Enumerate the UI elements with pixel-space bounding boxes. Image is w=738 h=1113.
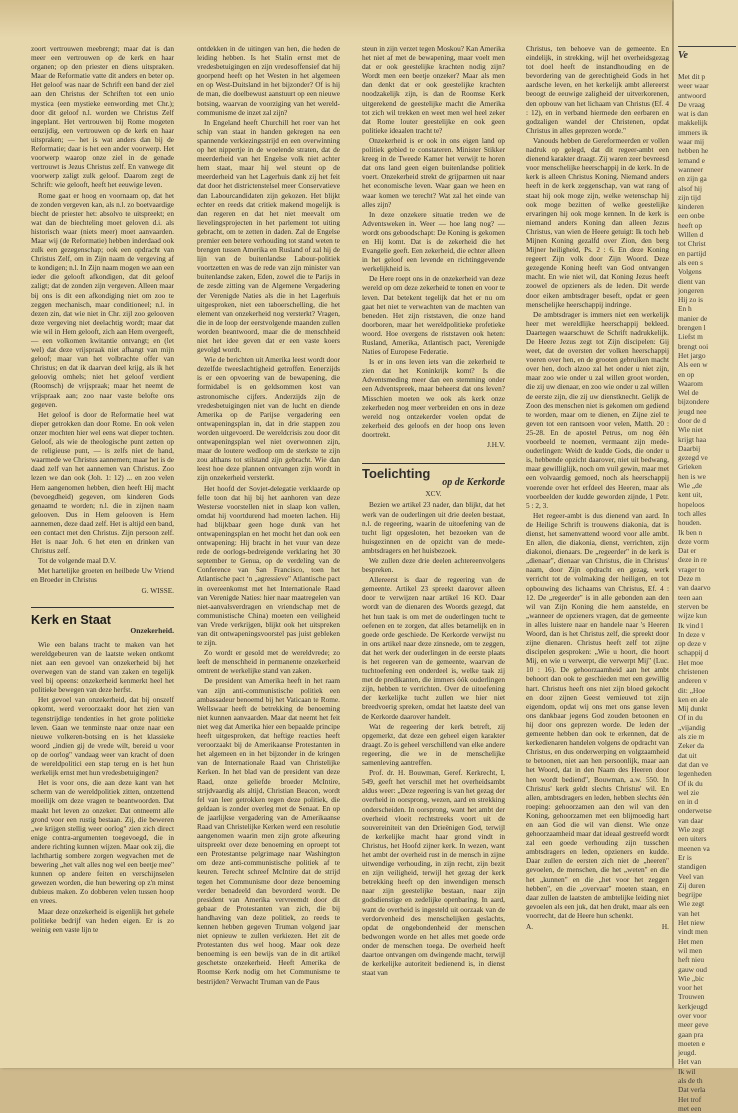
adjacent-page-line: zijn tijd xyxy=(678,192,701,202)
adjacent-page-line: „vijandig xyxy=(678,722,706,732)
adjacent-page-line: In deze v xyxy=(678,629,706,639)
adjacent-page-line: dat uit xyxy=(678,750,697,760)
adjacent-page-line: Volgens xyxy=(678,267,702,277)
paragraph: zoort vertrouwen meebrengt; maar dat is dan meer een vertrouwen op de kerk en haar organen; op den priester en diens uitspraken. Maar de Reformatie vatte dit anders en beter op. Het geloof was naar de Schrift een band der ziel aan den Christus der Schriften tot een unio mystica (een mystieke eenwording met Chr.); door dit geloof n.l. worden we Christus Zelf ingeplant. Het vertrouwen bij Rome mogeten eenzijdig, een vertrouwen op de kerk en haar uitspraken; — het is wat anders dan bij de Reformatie; daar is het een ander voorwerp. Het voorwerp waarop onze ziel in de genade vertrouwt is Jezus Christus zelf. En vanwege dit voorwerp zaligt zulk geloof. Daarom zegt de Schrift: wie gelooft, heeft het eeuwige leven. xyxy=(31,44,174,190)
paragraph: Het geloof is door de Reformatie heel wat dieper getrokken dan door Rome. En ook velen onzer mochten hier wel eens wat dieper tochten. Geloof, als wie de theologische punt zetten op de religieuse punt, — is zelfs niet de hand, waarmede we Christus aannemen; maar het is de daad zelf van het aannemen van Christus. Zoo lezen we dan ook (Joh. 1: 12) ... en zoo velen Hem aangenomen hebben, dien heeft Hij macht (bevoegdheid) gegeven, om kinderen Gods genaamd te worden; n.l. die in zijnen naam gelooven. Dus in Hem gelooven is Hem aannemen, deze daad zelf. Het is altijd een band, een contact met den Christus. Zijn persoon zelf. Het is naar Joh. 6 het eten en drinken van Christus zelf. xyxy=(31,409,174,556)
adjacent-page-line: christenen xyxy=(678,667,709,676)
adjacent-page-line: Veel van xyxy=(678,871,704,881)
adjacent-page-line: en op xyxy=(678,369,695,379)
column-3 xyxy=(362,44,505,1044)
adjacent-page-line: Grieken xyxy=(678,462,702,472)
adjacent-page-line: Ik ben n xyxy=(678,527,703,537)
paragraph: Wie een balans tracht te maken van het wereldgebeuren van de laatste weken ontkomt niet aan een gevoel van onzekerheid bij het overwegen van de stand van zaken en tegelijk veel bij opeens: onzekerheid kenmerkt heel het politieke bewegen van deze herfst. xyxy=(31,639,174,695)
adjacent-page-line: met een xyxy=(678,1103,702,1113)
adjacent-page-line: vrager to xyxy=(678,564,705,574)
paragraph: Zo wordt er gesold met de wereldvrede; zo leeft de menschheid in permanente onzekerheid omtrent de werkelijke stand van zaken. xyxy=(197,648,340,676)
adjacent-page-line: dat dan ve xyxy=(678,759,709,769)
section-title-kerk-en-staat: Kerk en Staat xyxy=(31,607,174,625)
adjacent-page-line: Het jargo xyxy=(678,350,706,360)
paragraph: Bezien we artikel 23 nader, dan blijkt, dat het werk van de ouderlingen uit drie deelen bestaat, n.l. de regeering, waarin de uitoefening van de tucht ligt opgesloten, het bezoeken van de huisgezinnen en de opzicht van de mede-ambtsdragers en het huisbezoek. xyxy=(362,500,505,555)
adjacent-page-line: Ik wil xyxy=(678,1066,696,1076)
adjacent-page-line: Wie niet xyxy=(678,425,703,435)
adjacent-page-line: van daarvo xyxy=(678,583,711,593)
paragraph: Allereerst is daar de regeering van de gemeente. Artikel 23 spreekt daarover alleen door te verwijzen naar artikel 16 KO. Daar wordt van de dienaren des Woords gezegd, dat het hun taak is om met de ouderlingen tucht te oefenen en te zorgen, dat alles betamelijk en in goede orde geschiede. De Kerkorde verwijst nu in ons artikel naar deze zinsnede, om te zeggen, dat het werk der ouderlingen in de eerste plaats is het regeeren van de gemeente, waarvan de tuchtoefening een onderdeel is, welke taak zij met de predikanten, die immers óók ouderlingen zijn, hebben te verrichten. Over de uitoefening der kerkelijke tucht zullen we hier niet breedvoerig spreken, omdat het laatste deel van de Kerkorde daarover handelt. xyxy=(362,575,505,721)
column-2 xyxy=(197,44,340,1044)
adjacent-page-line: Het niew xyxy=(678,918,705,928)
adjacent-page-line: een onbe xyxy=(678,211,705,221)
adjacent-page-line: wijze kun xyxy=(678,611,707,621)
paragraph: De president van Amerika heeft in het raam van zijn anti-communistische politiek een ambassadeur benoemd bij het Vaticaan te Rome. Wellswaar heeft de betrekking de benoeming niet kunnen aanvaarden. Maar dat neemt het feit niet weg dat Amerika hier een bepaalde principe heeft uitgesproken, dat heftige reacties heeft veroorzaakt bij de Amerikaanse Protestanten in het algemeen en in het bijzonder in de kringen van de Internationale Raad van Christelijke Kerken. In het blad van de president van deze Raad, onze geliefde broeder McIntire, strijdvaardig als altijd, Christian Beacon, wordt fel van leer getrokken tegen deze politiek, die geldaan is zonder overleg met de Senaat. En op de jaarlijkse vergadering van de Amerikaanse Raad van Christelijke Kerken werd een resolutie aangenomen waarin men zijn grote afkeuring uitspreekt over deze benoeming en oproept tot een Protestantse pelgrimage naar Washington om deze anti-communistische politiek af te keuren. Terecht schreef McIntire dat de strijd tegen het Communisme door deze benoeming verder benadeeld dan bevorderd wordt. De president van Amerika vervreemdt door dit gebaar de Protestanten van zich, die bij handhaving van deze politiek, zo reeds te kennen hebben gegeven Truman volgend jaar niet opnieuw te zullen verkiezen. Het zit de Protestanten dus wel hoog. Maar ook deze benoeming is een bewijs van de in dit artikel geschetste onzekerheid. Heeft Amerika de Roomse Kerk nodig om het Communisme te bestrijden? Verwacht Truman van de Paus xyxy=(197,676,340,986)
adjacent-page-line: houden. xyxy=(678,518,702,528)
adjacent-page-line: Dat er xyxy=(678,546,697,556)
adjacent-page-line: manier de xyxy=(678,313,708,323)
adjacent-page-line: dient van xyxy=(678,276,706,286)
adjacent-page-line: En h xyxy=(678,304,692,314)
adjacent-page-line: anderen v xyxy=(678,676,707,686)
adjacent-page-line: Met dit p xyxy=(678,72,706,81)
adjacent-page-line: Als een w xyxy=(678,360,708,370)
adjacent-page-line: door de d xyxy=(678,415,706,425)
adjacent-page-line: dit: „Hoe xyxy=(678,685,706,695)
paragraph: Het hoofd der Sovjet-delegatie verklaarde op felle toon dat hij bij het aanhoren van deze Westerse voorstellen niet in slaap kon vallen, omdat hij voortdurend had moeten lachen. Hij had blijkbaar geen hoge dunk van het ontwapeningsplan en het mocht het dan ook een ontwapening: Hij bracht in het vuur van deze rede de oorlogs-bedreigende verklaring het 30 september te Genua, op de verdeling van de Conference van San Francisco, toen het Atlantische pact ‘n „agressieve" Atlantische pact in overeenkomst met het Internationale Raad van Verenigde Naties: hier naar maatregelen van niet-aanvalsverdragen en vriendschap met de communistische China) moeten een veiligheid van Vrede verkrijgen, blijkt ook het uitspreken van dit ontwapeningsvoorstel pas juist gebleken te zijn. xyxy=(197,483,340,648)
adjacent-page-line: jeugd. xyxy=(678,1048,697,1058)
paragraph: Het is voor ons, die aan deze kant van het scherm van de wereldpolitiek zitten, ontzettend moeilijk om deze vragen te beantwoorden. Dat maakt het leven zo onzeker. Dat ontneemt alle grond voor een rustig bestaan. Zij, die beweren „we krijgen stellig weer oorlog" zien zich direct enige contra-argumenten toegevoegd, die in andere richting kunnen wijzen. Maar ook zij, die lachthartig sombere zorgen wegvachen met de bewering „het valt alles nog wel een beetje mee" kunnen op andere feiten en verschijnselen gewezen worden, die hun bewering op z'n minst dubieus maken. Zo dobberen velen tussen hoop en vrees. xyxy=(31,778,174,906)
adjacent-page-line: Hij zo is xyxy=(678,295,704,305)
adjacent-page-line: hebben he xyxy=(678,146,709,156)
paragraph: In Engeland heeft Churchill het roer van het schip van staat in handen gekregen na een spannende verkiezingsstrijd en een overwinning op het nippertje in de woelende straten, dat de meerderheid van het Engelse volk niet achter hem staat, maar hij wel steunt op de meerderheid van het Lagerhuis dank zij het feit dat door het districtenstelsel meer Conservatieve dan Labourcandidaten zijn gekozen. Het blijkt echter en reeds dat critiek makend mogelijk is dan regeren en dat het niet meevalt om lievelingsprojecten in het parlement tot uiting gebracht, om te zetten in daden. Zal de Engelse premier een betere verhouding tot stand weten te brengen tussen Amerika en Rusland of zal hij de lijn van de buitenlandse Labour-politiek voortzetten en was de rede van zijn minister van buitenlandse zaken, Eden, zowel die te Parijs in de zesde zitting van de Algemene Vergadering der Verenigde Naties als die in het Lagerhuis uitgesproken, niet een taboerschelling, die het element van onzekerheid nog versterkt? Vragen, die in de loop der eerstvolgende maanden zullen worden beantwoord, maar die de menschheid niet het idee geven dat er een vaste koers gevolgd wordt. xyxy=(197,117,340,355)
signature-initial-a: A. xyxy=(526,922,534,931)
paragraph: Wat de regeering der kerk betreft, zij opgemerkt, dat deze een geheel eigen karakter draagt. Zo is geheel verschillend van elke andere regeering, die we in de menschelijke samenleving aantreffen. xyxy=(362,721,505,768)
adjacent-page-line: De vraag xyxy=(678,99,705,109)
adjacent-page-line: jeugd nee xyxy=(678,406,707,416)
section-number: XCV. xyxy=(425,489,442,499)
adjacent-page-line: Het trof xyxy=(678,1094,702,1104)
adjacent-page-line: heft nieu xyxy=(678,955,705,965)
adjacent-page-line: legenheden xyxy=(678,769,712,779)
paragraph: Vanouds hebben de Gereformeerden er vollen nadruk op gelegd, dat dit regeer-ambt een dienend karakter draagt. Zij waren zeer bevreesd voor menschelijke heerschappij in de kerk. In de kerk is alleen Christus Koning. Niemand anders heeft in de kerk zeggenschap, van wat rang of staat hij ook moge zijn, welke wetenschap hij ook moge bezitten of welke geestelijke ervaringen hij ook moge kennen. In de kerk is niemand anders Koning dan alleen Jezus Christus, van wien de Heere getuigt: Ik toch heb Mijnen Koning gezalfd over Zion, den berg Mijner heiligheid, Ps. 2 : 6. En deze Koning regeert Zijn volk door Zijn Woord. Deze gezegende Koning heeft van God ontvangen macht. En wie niet wil, dat Koning Jezus heeft zoowel de opzieners als de leden. Dit werde door eiken ambtsdrager beseft, opdat er geen menschelijke heerschappij indringe. xyxy=(526,135,669,309)
adjacent-page-line: meer geve xyxy=(678,1020,709,1030)
adjacent-page-line: alsof hij xyxy=(678,183,703,193)
adjacent-page-line: wel zie xyxy=(678,787,700,797)
adjacent-page-line: Liefst m xyxy=(678,332,703,342)
adjacent-page-line: immers ik xyxy=(678,127,708,137)
paragraph: steun in zijn verzet tegen Moskou? Kan Amerika het niet af met de bewapening, maar voelt men dat er ook geestelijke krachten nodig zijn? Wordt men een beetje onzeker? Maar als men dan denkt dat er ook geestelijke krachten noodzakelijk zijn, is dan de Roomse Kerk uitgerekend de geestelijke macht die Amerika tot zich wil trekken en weet men wel heel zeker dat Rome louter geestelijke en ook geen politieke ideaalen tracht te? xyxy=(362,44,505,135)
adjacent-page-line: Wie „bic xyxy=(678,973,705,983)
adjacent-page-line: begrijpe xyxy=(678,890,703,900)
paragraph: We zullen deze drie deelen achtereenvolgens bespreken. xyxy=(362,555,505,575)
paragraph: Christus, ten behoeve van de gemeente. En eindelijk, in strekking, wijl het overheidsgezag tot doel heeft de instandhouding en de bevordering van de gerechtigheid Gods in het aardsche leven, en het kerkelijk ambt allereerst beoogt de eeuwige zaligheid der uitverkorenen, den opbouw van het lichaam van Christus (Ef. 4 : 12), en in verband hiermede den eerbaren en godzaligen wandel der Christenen, opdat Christus in alles geprezen worde." xyxy=(526,44,669,135)
adjacent-page-line: lemand e xyxy=(678,155,705,165)
adjacent-page-line: Wel de xyxy=(678,388,699,398)
adjacent-page-line: Er is xyxy=(678,852,692,862)
adjacent-page-line: op deze v xyxy=(678,639,707,649)
adjacent-page-line: krijgt haa xyxy=(678,434,707,444)
adjacent-page-line: Of in du xyxy=(678,713,703,723)
adjacent-page-line: meenen va xyxy=(678,843,710,853)
adjacent-page-line: Mij dunkt xyxy=(678,704,708,714)
adjacent-page-line: Waarom xyxy=(678,378,703,388)
adjacent-page-line: deze in re xyxy=(678,555,707,565)
adjacent-page-line: Deze m xyxy=(678,574,701,584)
paragraph: Tot de volgende maal D.V. xyxy=(38,556,116,566)
adjacent-page-line: en zijn ga xyxy=(678,174,707,184)
adjacent-page-line: onderwetse xyxy=(678,806,712,816)
paragraph: Het gevoel van onzekerheid, dat bij onszelf opkomt, werd veroorzaakt door het zien van tegenstrijdige tendenties in het grote politieke leven. Gaan we tenminste naar onze naar een nieuwe volkeren-botsing en is het klassieke woord „indien gij de vrede wilt, bereid u voor op de oorlog" vandaag weer van kracht of doen de wereldpolitici een stap terug en is het hun werkelijk ernst met hun vredesbetuigingen? xyxy=(31,695,174,778)
adjacent-page-line: Zij duren xyxy=(678,880,706,890)
adjacent-page-line: van daar xyxy=(678,815,704,825)
adjacent-page-line: Wie „de xyxy=(678,481,703,491)
column-1 xyxy=(31,44,174,1044)
signature-row xyxy=(526,922,669,931)
adjacent-page-line: kinderen xyxy=(678,202,704,212)
adjacent-page-line: tot Christ xyxy=(678,239,706,249)
column-4 xyxy=(526,44,669,1044)
paragraph: De Here roept ons in de onzekerheid van deze wereld op om deze zekerheid te tonen en voor te leven. Dat betekent tegelijk dat het er nu om gaat het niet te verwachten van de machten van beneden. Het zijn riststaven, die onze hand doorboren, maar het wereldpolitieke profetieke woord. Hoe overgens de riststaven ook heten: Rusland, Amerika, Atlantisch pact, Verenigde Naties of Europese Federatie. xyxy=(362,274,505,357)
adjacent-page-line: brengen l xyxy=(678,323,706,333)
adjacent-page-line: Zeker da xyxy=(678,741,705,751)
adjacent-page-line: wil men xyxy=(678,945,703,955)
adjacent-page-line: Het men xyxy=(678,936,704,946)
adjacent-page-line: teen aan xyxy=(678,592,703,602)
adjacent-page-edge xyxy=(674,0,738,1113)
section-subtitle-kerkorde: op de Kerkorde xyxy=(442,477,505,489)
adjacent-page-line: Ik vind l xyxy=(678,620,704,630)
adjacent-page-line: weer waar xyxy=(678,81,709,91)
section-divider xyxy=(362,463,505,464)
adjacent-page-line: Dat verla xyxy=(678,1085,706,1095)
adjacent-page-line: Willen d xyxy=(678,230,704,240)
adjacent-page-line: Het van xyxy=(678,1057,702,1067)
adjacent-page-line: ken en ale xyxy=(678,694,708,704)
adjacent-page-line: sterven be xyxy=(678,601,709,611)
adjacent-page-line: wat is dan xyxy=(678,109,708,119)
adjacent-page-line: van het xyxy=(678,908,700,918)
adjacent-page-line: brengt ooi xyxy=(678,341,709,351)
adjacent-page-line: vindt men xyxy=(678,927,708,937)
paragraph: Rome gaat er hoog en voornaam op, dat het de zonden vergeven kan, als n.l. zo boetvaardige biecht de priester het: absolvo te uitspreekt; en wat dan de biechteling moet geloven d.i. als historisch waar (niets meer) moet aanvaarden. Maar wij (de Reformatie) hebben inderdaad ook zulk een gezegenschap; ook een opdracht van Christus Zelf, om in Zijn naam de vergeving af te kondigen; n.l. In Zijn naam mogen we aan een ieder die gelooft afkondigen, dat dit geloof zaligt; dat de zonden zijn vergeven. Alleen maar bij ons is dit een afkondiging niet om zoo te zeggen mechanisch, maar conditioneel; n.l. in dezen zin, dat wie niet in Chr. zijl zoo gelooven deze vergeving niet deelachtig wordt; maar dat wie wil in Hem gelooft, zich aan Hem overgeeft, — een volkomen kwitantie ontvangt; en (let wel) dat deze vrijspraak niet afhangt van mijn geloof; maar van het volbrachte offer van Christus; en dat ik daarvan deel krijg, als ik het geloovig omhels; niet het geloof verdient (Roomsch) de vrijspraak; maar het neemt de vrijspraak aan; zoo naar vaste belofte ons gegeven. xyxy=(31,190,174,409)
adjacent-page-line: antwoord xyxy=(678,90,706,100)
adjacent-page-line: gaan pra xyxy=(678,1029,704,1039)
adjacent-page-line: kerkjeugd xyxy=(678,1001,708,1011)
adjacent-page-line: deze vorm xyxy=(678,536,709,546)
paragraph: De ambtsdrager is immers niet een werkelijk heer met wereldlijke heerschappij bekleed. Daartegen waarschuwt de Schrift nadrukkelijk. De Heere Jezus zegt tot Zijn discipelen: Gij weet, dat de oversten der volken heerschappij voeren over hen, en de grooten gebruiken macht over hen, doch alzoo zal het onder u niet zijn, maar zoo wie onder u zal willen groot worden, die zij uw dienaar, en zoo wie onder u zal willen de eerste zijn, die zij uw dienstknecht. Gelijk de Zoon des menschen niet is gekomen om gediend te worden, maar om te dienen, en Zijne ziel te geven tot een rantsoen voor velen, Matth. 20 : 25-28. En de apostel Petrus, om nog één voorbeeld te noemen, vermaant zijn mede-ouderlingen: Weidt de kudde Gods, die onder u is, hebbende opzicht daarover, niet uit bedwang, maar gewilliglijk, noch om vuil gewin, maar met een volvaardig gemoed, noch als heerschappij voerende over het erfdeel des Heeren, maar als voorbeelden der kudde geworden zijnde, 1 Petr. 5 : 2, 3. xyxy=(526,309,669,510)
adjacent-page-line: bijzondere xyxy=(678,397,710,407)
adjacent-page-line: voor het xyxy=(678,983,703,993)
adjacent-page-text xyxy=(678,72,738,1113)
adjacent-page-line: moeten e xyxy=(678,1038,705,1048)
adjacent-page-line: en partijd xyxy=(678,248,707,258)
adjacent-page-line: als de th xyxy=(678,1076,703,1086)
adjacent-page-line: Wie zegt xyxy=(678,899,705,909)
adjacent-page-line: Wie zegt xyxy=(678,825,705,835)
adjacent-page-line: Het moe xyxy=(678,657,704,667)
adjacent-page-line: Of ik du xyxy=(678,778,703,788)
paragraph: Prof. dr. H. Bouwman, Geref. Kerkrecht, I, 549, geeft het verschil met het overheidsambt aldus weer: „Deze regeering is van het gezag der overheid in oorsprong, wezen, aard en strekking onderscheiden. In oorsprong, want het ambt der overheid vloeit rechtstreeks voort uit de souvereiniteit van den Drieënigen God, terwijl de kerkelijke macht haar grond vindt in Christus, het Hoofd zijner kerk. In wezen, want het ambt der overheid rust in de mensch in zijne uitwendige verhouding, in zijn recht, zijn bezit en zijn veiligheid, terwijl het gezag der kerk betrekking heeft op den inwendigen mensch naar zijn geestelijke bestaan, naar zijn godsdienstige en zedelijke openbaring. In aard, want de overheid is ingesteld uit oorzaak van de verdorvenheid des menschelijken geslachts, opdat de ongebondenheid der menschen bedwongen worde en het alles met goede orde onder de menschen toega. De overheid heeft daartoe ontvangen om dwingende macht, terwijl de kerkelijke autoriteit bedienend is, in dienst staat van xyxy=(362,768,505,978)
adjacent-page-line: makkelijk xyxy=(678,118,708,128)
adjacent-page-line: heeft op xyxy=(678,220,703,230)
adjacent-page-line: gauw oud xyxy=(678,964,707,974)
adjacent-page-line: hopeloos xyxy=(678,499,705,509)
adjacent-page-line: over voor xyxy=(678,1010,707,1020)
adjacent-page-line: als een s xyxy=(678,257,704,267)
adjacent-page-line: hen is we xyxy=(678,471,706,481)
signature-jhv: J.H.V. xyxy=(487,440,505,450)
adjacent-page-line: waar mij xyxy=(678,137,705,147)
paragraph: In deze onzekere situatie treden we de Adventsweken in. Weer — hoe lang nog? — wordt ons geboodschapt: De Koning is gekomen en Hij komt. Dat is de zekerheid die het Evangelie geeft. Een zekerheid, die echter alleen in het geloof een levende en richtinggevende werkelijkheid is. xyxy=(362,209,505,274)
adjacent-page-line: jongeren xyxy=(678,285,704,295)
adjacent-page-line: schappij d xyxy=(678,648,709,658)
paragraph: Wie de berichten uit Amerika leest wordt door dezelfde tweeslachtigheid getroffen. Eenerzijds is er een opvoering van de bewapening, die formidabel is en geldsommen kost van astronomische cijfers. Anderzijds zijn de vredesbetuigingen niet van de lucht en diende Amerika op de Parijse vergadering een ontwapeningsplan in, dat in drie stappen zou worden uitgevoerd. De wereldcrisis zou door dit ontwapeningsplan wel niet overwonnen zijn, maar de loutere wedloop om de sterkste te zijn zou althans tot stilstand zijn gebracht. Wie dan leest hoe deze plannen ontvangen zijn wordt in zijn onzekerheid versterkt. xyxy=(197,355,340,483)
signature-wisse: G. WISSE. xyxy=(141,585,174,595)
paragraph: Onzekerheid is er ook in ons eigen land op politiek gebied te constateren. Minister Stikker kreeg in de Tweede Kamer het verwijt te horen dat ons land geen eigen buitenlandse politiek voert. Onzekerheid strekt de grijparmen uit naar het economische leven. Waar gaan we heen en waar komen we terecht? Wat zal het einde van alles zijn? xyxy=(362,135,505,209)
paragraph: Het regeer-ambt is dus dienend van aard. In de Heilige Schrift is trouwens diakonia, dat is dienst, het samenvattend woord voor alle ambt. En allen, die diakonia, dienst, verrichten, zijn diakonoi, dienaars. De „regeerder" in de kerk is „dienaar", dienaar van Christus, die in Christus' naam, door Zijn opdracht en gezag, werk verricht tot de volmaking der heiligen, en tot opbouwing des lichaams van Christus, Ef. 4 : 12. De „regeerder" is in alle gebonden aan den wil van Zijn Koning die hem aanstelde, en „wanneer de opzieners vragen, dat de gemeente in alles luistere naar en handele naar 's Heeren Woord, dan is het Christus zelf, die spreekt door zijne dienaren. Christus heeft zelf tot zijne discipelen gesproken: „Wie u hoort, die hoort Mij, en wie u verwerpt, die verwerpt Mij" (Luc. 10 : 16). De gehoorzaamheid aan het ambt behoort dan ook te geschieden met een gewillig hart. Christus heeft ons niet zijn bloed gekocht en door zijnen Geest vernieuwd tot zijn eigendom, opdat wij ons met ons ganse leven ons dankbaar jegens God zouden betoonen en hij door ons geprezen worde. De leden der gemeente hebben dan ook te erkennen, dat de kerkedienaren handelen volgens de opdracht van Christus, en dus onderwerping en volgzaamheid te betoonen, niet aan hen persoonlijk, maar aan het Woord, dat in den Naam des Heeren door hen wordt bediend", Bouwman, a.w. 550. In Christus' kerk geldt slechts Christus' wil. En allen, ambtsdragers en leden, hebben slechts één roeping: gehoorzamen aan den wil van den Koning, gehoorzamen met een blijmoedig hart en aan God die wil van dienst. Wie onze gehoorzaamheid maar dat ideaal gestreefd wordt zal een goede verhouding zijn tusschen ambtsdragers en leden, opzieners en kudde. Daar zullen de eersten zich niet de „heeren" gevoelen, de menschen, die het „weten" en die het „kunnen" en die „het voor het zeggen hebben", en die „overvaar" moeten staan, en daar zullen de laatsten de ambtelijke leiding niet gevoelen als een juk, dat hen drukt, maar als een voorrecht, dat de Heere hun schenkt. xyxy=(526,510,669,920)
section-title-toelichting: Toelichting xyxy=(362,466,431,482)
adjacent-page-line: een uiters xyxy=(678,834,707,844)
paragraph: ontdekken in de uitingen van hen, die heden de leiding hebben. Is het Stalin ernst met de vredesbetuigingen en zijn vredesoffensief dat hij goorpend heeft op het Westen in het algemeen en op West-Duitsland in het bijzonder? Of is hij de man, die doelbewust aanstuurt op een nieuwe botsing, waarvan de voorziging van het wereld-communisme de inzet zal zijn? xyxy=(197,44,340,117)
adjacent-page-line: kent uit, xyxy=(678,490,703,500)
adjacent-page-line: Trouwen xyxy=(678,992,705,1002)
signature-initial-h: H. xyxy=(661,922,669,931)
adjacent-page-line: als zie m xyxy=(678,732,705,742)
adjacent-page-line: Daarbij xyxy=(678,443,701,453)
paragraph: Maar deze onzekerheid is eigenlijk het gehele politieke bedrijf van heden eigen. Er is zo weinig een vaste lijn te xyxy=(31,906,174,934)
paragraph: Met hartelijke groeten en heilbede Uw Vriend en Broeder in Christus xyxy=(31,566,174,585)
adjacent-page-line: gezegd ve xyxy=(678,453,708,463)
adjacent-page-heading: Ve xyxy=(678,46,736,61)
paragraph: Is er in ons leven iets van die zekerheid te zien dat het Koninkrijk komt? Is die Adventsmeding meer dan een stemming onder een Adventspreek, maar beheerst dat ons leven? Misschien moeten we ook als kerk onze zekerheden nog meer verbreiden en ons in deze wereld nog ontzekerder voelen opdat de zekerheid des geloofs en der hoop ons leven doortrekt. xyxy=(362,357,505,439)
adjacent-page-line: wanneer xyxy=(678,164,704,174)
adjacent-page-line: toch alles xyxy=(678,508,707,518)
adjacent-page-line: en in d xyxy=(678,797,699,807)
adjacent-page-line: standigen xyxy=(678,862,707,872)
section-label-onzekerheid: Onzekerheid. xyxy=(130,625,174,635)
